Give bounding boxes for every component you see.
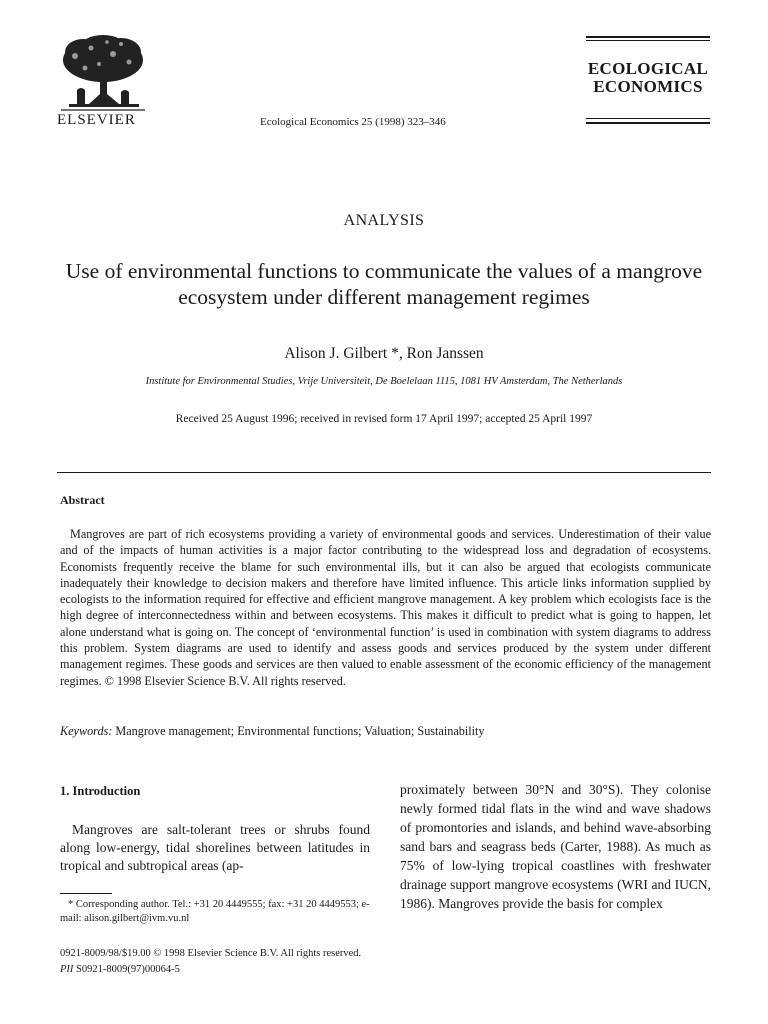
footnote-rule (60, 893, 112, 894)
abstract-text: Mangroves are part of rich ecosystems providing a variety of environmental goods and services. Underestimation of their value and of the impacts of human activities is a major factor contributing to the widespread loss and degradation of ecosystems. Economists frequently receive the blame for such environmental ills, but it can also be argued that ecologists communicate inadequately their knowledge to decision makers and therefore have limited influence. This article links information supplied by ecologists to the information required for effective and efficient mangrove management. A key problem which ecologists face is the high degree of interconnectedness within and between ecosystems. This makes it difficult to predict what is going to happen, let alone understand what is going on. The concept of ‘environmental function’ is used in combination with system diagrams to address this problem. System diagrams are used to identify and assess goods and services produced by the system under different management regimes. These goods and services are then valued to enable assessment of the economic efficiency of the management regimes. © 1998 Elsevier Science B.V. All rights reserved. (60, 527, 711, 688)
masthead-top-rule (586, 36, 710, 38)
corresponding-author-footnote: * Corresponding author. Tel.: +31 20 4449555; fax: +31 20 4449553; e-mail: alison.gilbert@ivm.vu.nl (60, 899, 370, 924)
masthead-bottom-rule (586, 122, 710, 124)
pii-value: S0921-8009(97)00064-5 (76, 964, 180, 975)
keywords-line (60, 724, 484, 739)
issn-copyright-line: 0921-8009/98/$19.00 © 1998 Elsevier Science B.V. All rights reserved. (60, 948, 362, 959)
keywords-list: Mangrove management; Environmental functions; Valuation; Sustainability (115, 724, 485, 738)
introduction-paragraph-right: proximately between 30°N and 30°S). They colonise newly formed tidal flats in the wind and wave shadows of promontories and islands, and behind wave-absorbing sand bars and seagrass beds (Carter, 1988). As much as 75% of low-lying tropical coastlines with freshwater drainage support mangrove ecosystems (WRI and IUCN, 1986). Mangroves provide the basis for complex (400, 782, 711, 911)
section-heading-introduction: 1. Introduction (60, 784, 141, 798)
article-dates: Received 25 August 1996; received in revised form 17 April 1997; accepted 25 April 1997 (175, 413, 593, 425)
author-affiliation: Institute for Environmental Studies, Vrije Universiteit, De Boelelaan 1115, 1081 HV Amsterdam, The Netherlands (145, 376, 623, 387)
publisher-name: ELSEVIER (57, 112, 136, 128)
header-divider (57, 472, 711, 473)
article-authors: Alison J. Gilbert *, Ron Janssen (284, 345, 484, 362)
journal-name-line1: ECOLOGICAL (587, 59, 709, 78)
masthead-bottom-thin-rule (586, 118, 710, 119)
pii-label: PII (60, 964, 74, 975)
journal-name (586, 60, 710, 96)
journal-citation: Ecological Economics 25 (1998) 323–346 (260, 116, 446, 128)
journal-masthead (586, 36, 710, 126)
keywords-label: Keywords: (60, 724, 113, 738)
article-type: ANALYSIS (343, 212, 425, 229)
masthead-top-thin-rule (586, 40, 710, 41)
tree-icon (55, 34, 151, 114)
pii-line (60, 964, 180, 975)
journal-name-line2: ECONOMICS (593, 77, 703, 96)
article-title: Use of environmental functions to communicate the values of a mangrove ecosystem under different management regimes (65, 259, 703, 309)
introduction-paragraph-left: Mangroves are salt-tolerant trees or shrubs found along low-energy, tidal shorelines between latitudes in tropical and subtropical areas (ap- (60, 822, 370, 873)
abstract-heading: Abstract (60, 493, 105, 507)
